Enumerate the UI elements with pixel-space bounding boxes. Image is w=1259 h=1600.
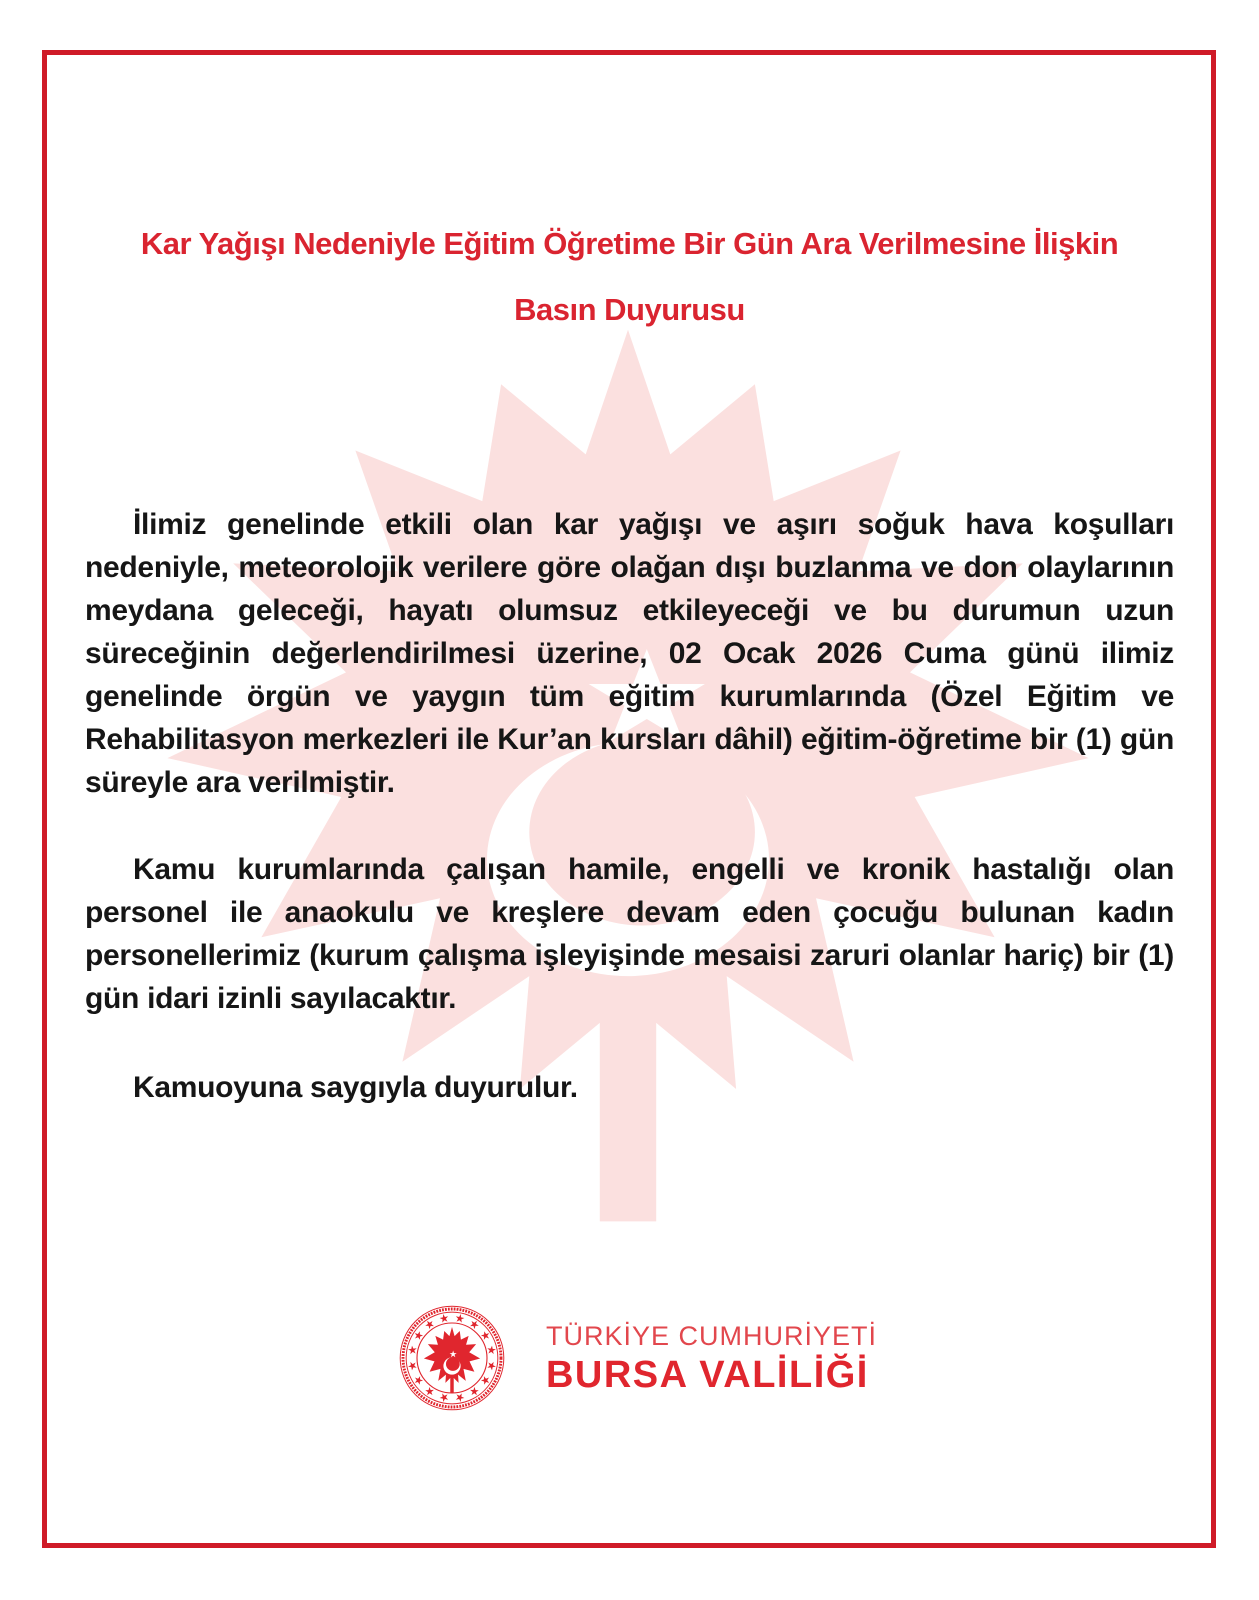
title-line-1: Kar Yağışı Nedeniyle Eğitim Öğretime Bir Gün Ara Verilmesine İlişkin [140, 226, 1119, 261]
seal-leaf-icon [424, 1327, 480, 1393]
org-country-line: TÜRKİYE CUMHURİYETİ [545, 1321, 878, 1351]
footer-org-text [546, 1319, 877, 1397]
announcement-body [85, 503, 1174, 1109]
footer-signature-block [47, 1288, 1212, 1428]
announcement-title [85, 211, 1174, 343]
org-governorship-line: BURSA VALİLİĞİ [545, 1354, 869, 1396]
closing-line: Kamuoyuna saygıyla duyurulur. [133, 1071, 578, 1104]
paragraph-2: Kamu kurumlarında çalışan hamile, engelli ve kronik hastalığı olan personel ile anaokulu ve kreşlere devam eden çocuğu bulunan kadın personellerimiz (kurum çalışma işleyişinde mesaisi zaruri olanlar hariç) bir (1) gün idari izinli sayılacaktır. [85, 853, 1174, 1015]
state-seal-icon [382, 1288, 522, 1428]
paragraph-1: İlimiz genelinde etkili olan kar yağışı ve aşırı soğuk hava koşulları nedeniyle, meteorolojik verilere göre olağan dışı buzlanma ve don olaylarının meydana geleceği, hayatı olumsuz etkileyeceği ve bu durumun uzun süreceğinin değerlendirilmesi üzerine, 02 Ocak 2026 Cuma günü ilimiz genelinde örgün ve yaygın tüm eğitim kurumlarında (Özel Eğitim ve Rehabilitasyon merkezleri ile Kur’an kursları dâhil) eğitim-öğretime bir (1) gün süreyle ara verilmiştir. [85, 508, 1174, 799]
title-line-2: Basın Duyurusu [514, 292, 745, 327]
document-content [47, 55, 1212, 1543]
